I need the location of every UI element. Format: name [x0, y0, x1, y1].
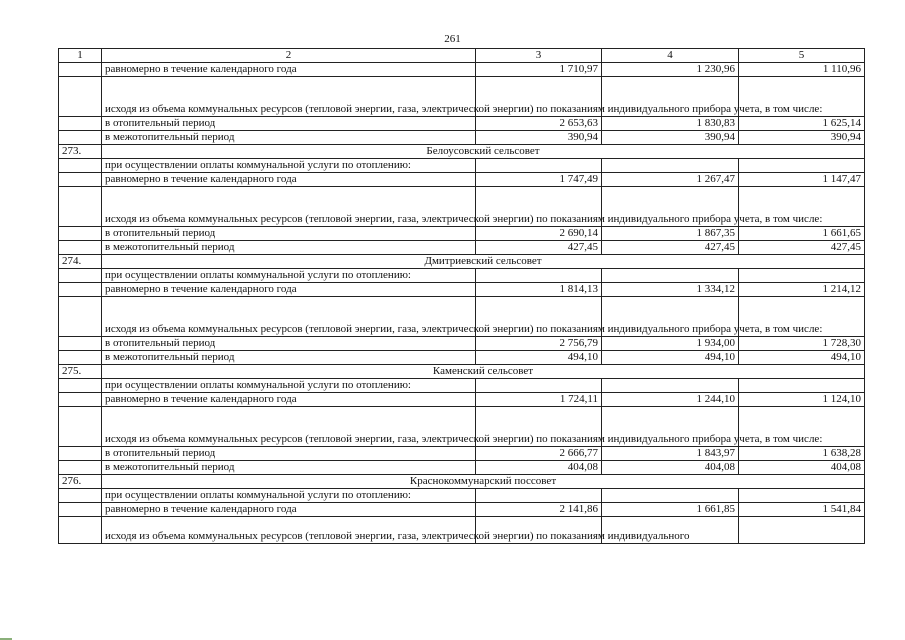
value-cell-col4	[602, 379, 739, 393]
value-cell-col4: 1 244,10	[602, 393, 739, 407]
row-index-cell	[59, 503, 102, 517]
row-label: исходя из объема коммунальных ресурсов (тепловой энергии, газа, электрической энергии) по показаниям индивидуального прибора учета, в том числе:	[102, 77, 476, 117]
value-cell-col5	[739, 269, 865, 283]
row-label: равномерно в течение календарного года	[102, 503, 476, 517]
table-row	[59, 379, 865, 393]
value-cell-col5: 427,45	[739, 241, 865, 255]
table-row	[59, 187, 865, 227]
row-index-cell	[59, 461, 102, 475]
value-cell-col5: 404,08	[739, 461, 865, 475]
row-label: при осуществлении оплаты коммунальной услуги по отоплению:	[102, 159, 476, 173]
row-label: равномерно в течение календарного года	[102, 283, 476, 297]
value-cell-col4: 390,94	[602, 131, 739, 145]
value-cell-col4	[602, 159, 739, 173]
table-row	[59, 447, 865, 461]
table-row	[59, 503, 865, 517]
table-row	[59, 297, 865, 337]
table-row	[59, 131, 865, 145]
row-label: при осуществлении оплаты коммунальной услуги по отоплению:	[102, 269, 476, 283]
section-number: 274.	[59, 255, 102, 269]
row-index-cell	[59, 159, 102, 173]
section-number: 273.	[59, 145, 102, 159]
value-cell-col3: 2 690,14	[476, 227, 602, 241]
row-label: в межотопительный период	[102, 131, 476, 145]
value-cell-col5	[739, 517, 865, 544]
value-cell-col4: 1 267,47	[602, 173, 739, 187]
row-label: исходя из объема коммунальных ресурсов (тепловой энергии, газа, электрической энергии) по показаниям индивидуального прибора учета, в том числе:	[102, 297, 476, 337]
row-label: равномерно в течение календарного года	[102, 173, 476, 187]
row-index-cell	[59, 447, 102, 461]
value-cell-col3: 427,45	[476, 241, 602, 255]
value-cell-col3	[476, 159, 602, 173]
value-cell-col4: 1 843,97	[602, 447, 739, 461]
value-cell-col3: 390,94	[476, 131, 602, 145]
section-title: Дмитриевский сельсовет	[102, 255, 865, 269]
row-label: в отопительный период	[102, 117, 476, 131]
table-row	[59, 393, 865, 407]
section-row	[59, 475, 865, 489]
row-index-cell	[59, 63, 102, 77]
row-label: при осуществлении оплаты коммунальной услуги по отоплению:	[102, 489, 476, 503]
row-label: равномерно в течение календарного года	[102, 63, 476, 77]
value-cell-col3: 1 814,13	[476, 283, 602, 297]
row-label: равномерно в течение календарного года	[102, 393, 476, 407]
value-cell-col5: 494,10	[739, 351, 865, 365]
value-cell-col5: 1 124,10	[739, 393, 865, 407]
value-cell-col5: 1 638,28	[739, 447, 865, 461]
value-cell-col5: 1 625,14	[739, 117, 865, 131]
value-cell-col4: 427,45	[602, 241, 739, 255]
row-index-cell	[59, 379, 102, 393]
row-index-cell	[59, 173, 102, 187]
value-cell-col5: 1 728,30	[739, 337, 865, 351]
value-cell-col3: 404,08	[476, 461, 602, 475]
row-label: при осуществлении оплаты коммунальной услуги по отоплению:	[102, 379, 476, 393]
value-cell-col3: 2 141,86	[476, 503, 602, 517]
value-cell-col4: 1 830,83	[602, 117, 739, 131]
row-label: в отопительный период	[102, 337, 476, 351]
row-index-cell	[59, 283, 102, 297]
value-cell-col3	[476, 379, 602, 393]
section-number: 275.	[59, 365, 102, 379]
row-index-cell	[59, 131, 102, 145]
row-label: в отопительный период	[102, 447, 476, 461]
value-cell-col3: 1 724,11	[476, 393, 602, 407]
row-label: в межотопительный период	[102, 241, 476, 255]
table-header-row	[59, 49, 865, 63]
value-cell-col3: 1 747,49	[476, 173, 602, 187]
table-row	[59, 77, 865, 117]
row-label: в межотопительный период	[102, 461, 476, 475]
value-cell-col5: 1 661,65	[739, 227, 865, 241]
table-row	[59, 461, 865, 475]
header-cell-3: 3	[476, 49, 602, 63]
value-cell-col4: 1 867,35	[602, 227, 739, 241]
row-index-cell	[59, 407, 102, 447]
row-index-cell	[59, 517, 102, 544]
value-cell-col4: 1 934,00	[602, 337, 739, 351]
row-label: исходя из объема коммунальных ресурсов (тепловой энергии, газа, электрической энергии) по показаниям индивидуального прибора учета, в том числе:	[102, 407, 476, 447]
table-row	[59, 227, 865, 241]
row-index-cell	[59, 241, 102, 255]
value-cell-col3: 494,10	[476, 351, 602, 365]
value-cell-col4	[602, 269, 739, 283]
row-index-cell	[59, 227, 102, 241]
value-cell-col5: 1 214,12	[739, 283, 865, 297]
row-label: в межотопительный период	[102, 351, 476, 365]
table-row	[59, 241, 865, 255]
value-cell-col5: 1 110,96	[739, 63, 865, 77]
row-index-cell	[59, 393, 102, 407]
table-row	[59, 489, 865, 503]
table-row	[59, 337, 865, 351]
value-cell-col4: 494,10	[602, 351, 739, 365]
value-cell-col4: 404,08	[602, 461, 739, 475]
value-cell-col4: 1 230,96	[602, 63, 739, 77]
value-cell-col5: 1 541,84	[739, 503, 865, 517]
table-row	[59, 159, 865, 173]
header-cell-2: 2	[102, 49, 476, 63]
header-cell-5: 5	[739, 49, 865, 63]
header-cell-4: 4	[602, 49, 739, 63]
section-row	[59, 145, 865, 159]
value-cell-col5	[739, 489, 865, 503]
value-cell-col3	[476, 269, 602, 283]
value-cell-col3: 1 710,97	[476, 63, 602, 77]
table-row	[59, 407, 865, 447]
section-title: Каменский сельсовет	[102, 365, 865, 379]
row-label: исходя из объема коммунальных ресурсов (тепловой энергии, газа, электрической энергии) по показаниям индивидуального	[102, 517, 476, 544]
table-row	[59, 173, 865, 187]
table-row	[59, 351, 865, 365]
section-title: Краснокоммунарский поссовет	[102, 475, 865, 489]
section-title: Белоусовский сельсовет	[102, 145, 865, 159]
value-cell-col4: 1 334,12	[602, 283, 739, 297]
row-index-cell	[59, 489, 102, 503]
value-cell-col5: 1 147,47	[739, 173, 865, 187]
page-number: 261	[444, 33, 461, 45]
row-label: в отопительный период	[102, 227, 476, 241]
table-row	[59, 63, 865, 77]
value-cell-col4	[602, 489, 739, 503]
table-row	[59, 269, 865, 283]
value-cell-col3	[476, 489, 602, 503]
row-index-cell	[59, 297, 102, 337]
row-index-cell	[59, 351, 102, 365]
section-row	[59, 365, 865, 379]
row-index-cell	[59, 269, 102, 283]
table-row	[59, 117, 865, 131]
header-cell-1: 1	[59, 49, 102, 63]
value-cell-col5: 390,94	[739, 131, 865, 145]
table-row	[59, 517, 865, 544]
tariff-table	[58, 48, 865, 544]
tariff-table-body	[59, 49, 865, 544]
value-cell-col3: 2 666,77	[476, 447, 602, 461]
table-row	[59, 283, 865, 297]
value-cell-col4: 1 661,85	[602, 503, 739, 517]
section-number: 276.	[59, 475, 102, 489]
row-index-cell	[59, 187, 102, 227]
row-label: исходя из объема коммунальных ресурсов (тепловой энергии, газа, электрической энергии) по показаниям индивидуального прибора учета, в том числе:	[102, 187, 476, 227]
row-index-cell	[59, 77, 102, 117]
value-cell-col3: 2 653,63	[476, 117, 602, 131]
section-row	[59, 255, 865, 269]
row-index-cell	[59, 117, 102, 131]
value-cell-col3: 2 756,79	[476, 337, 602, 351]
row-index-cell	[59, 337, 102, 351]
value-cell-col5	[739, 159, 865, 173]
value-cell-col5	[739, 379, 865, 393]
